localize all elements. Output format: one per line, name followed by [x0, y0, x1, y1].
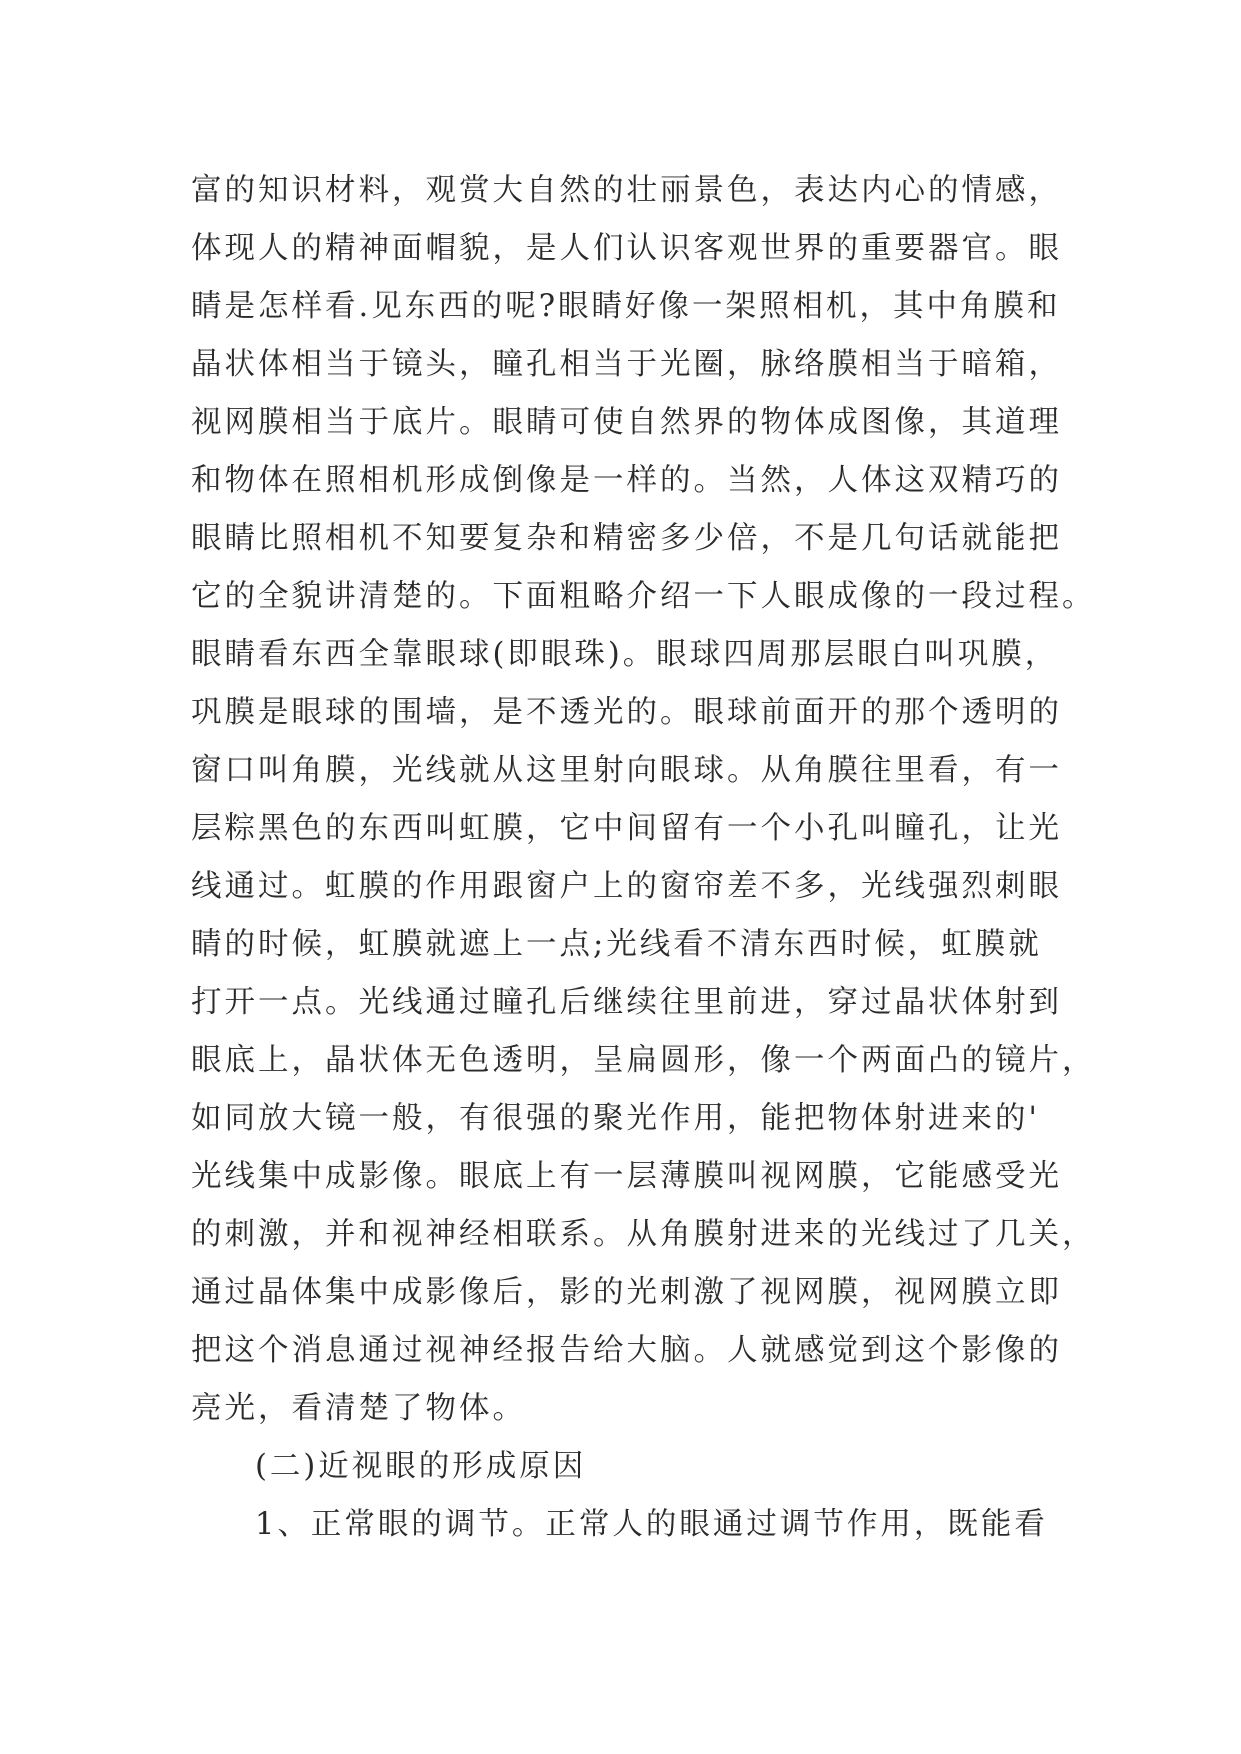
text-line: 富的知识材料，观赏大自然的壮丽景色，表达内心的情感， [191, 173, 1062, 208]
text-line: 光线集中成影像。眼底上有一层薄膜叫视网膜，它能感受光 [191, 1159, 1062, 1194]
text-line: 层粽黑色的东西叫虹膜，它中间留有一个小孔叫瞳孔，让光 [191, 811, 1062, 846]
text-line: 亮光，看清楚了物体。 [191, 1391, 526, 1426]
text-line: 体现人的精神面帽貌，是人们认识客观世界的重要器官。眼 [191, 231, 1062, 266]
text-line: 把这个消息通过视神经报告给大脑。人就感觉到这个影像的 [191, 1333, 1062, 1368]
text-line: 打开一点。光线通过瞳孔后继续往里前进，穿过晶状体射到 [191, 985, 1062, 1020]
text-line: 视网膜相当于底片。眼睛可使自然界的物体成图像，其道理 [191, 405, 1062, 440]
text-line: 睛是怎样看.见东西的呢?眼睛好像一架照相机，其中角膜和 [191, 289, 1061, 324]
body-text [191, 162, 1096, 1554]
text-line: 眼底上，晶状体无色透明，呈扁圆形，像一个两面凸的镜片， [191, 1043, 1096, 1078]
text-line: 巩膜是眼球的围墙，是不透光的。眼球前面开的那个透明的 [191, 695, 1062, 730]
text-line: 线通过。虹膜的作用跟窗户上的窗帘差不多，光线强烈刺眼 [191, 869, 1062, 904]
text-line: 和物体在照相机形成倒像是一样的。当然，人体这双精巧的 [191, 463, 1062, 498]
text-line: 1、正常眼的调节。正常人的眼通过调节作用，既能看 [255, 1507, 1048, 1542]
text-line: 眼睛看东西全靠眼球(即眼珠)。眼球四周那层眼白叫巩膜， [191, 637, 1059, 672]
text-line: 如同放大镜一般，有很强的聚光作用，能把物体射进来的' [191, 1101, 1040, 1136]
text-line: 它的全貌讲清楚的。下面粗略介绍一下人眼成像的一段过程。 [191, 579, 1096, 614]
text-line: 的刺激，并和视神经相联系。从角膜射进来的光线过了几关， [191, 1217, 1096, 1252]
text-line: 窗口叫角膜，光线就从这里射向眼球。从角膜往里看，有一 [191, 753, 1062, 788]
text-line: 晶状体相当于镜头，瞳孔相当于光圈，脉络膜相当于暗箱， [191, 347, 1062, 382]
text-line: 通过晶体集中成影像后，影的光刺激了视网膜，视网膜立即 [191, 1275, 1062, 1310]
text-line: 睛的时候，虹膜就遮上一点;光线看不清东西时候，虹膜就 [191, 927, 1042, 962]
text-line: 眼睛比照相机不知要复杂和精密多少倍，不是几句话就能把 [191, 521, 1062, 556]
section-heading: (二)近视眼的形成原因 [255, 1449, 587, 1484]
